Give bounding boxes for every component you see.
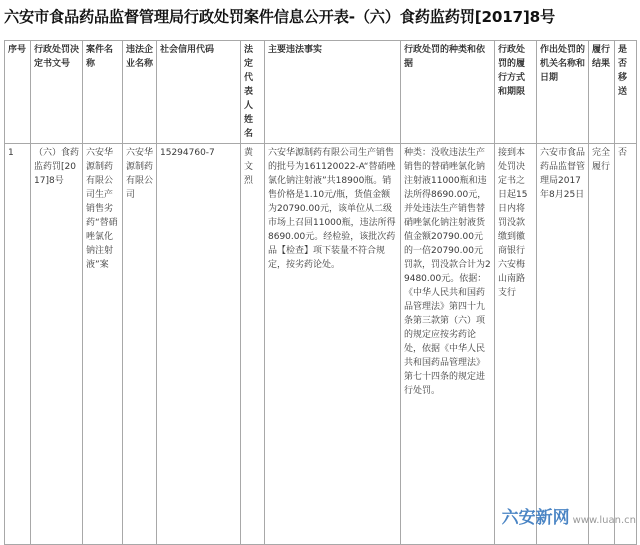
header-facts: 主要违法事实 (265, 41, 401, 144)
header-authority: 作出处罚的机关名称和日期 (537, 41, 589, 144)
cell-facts: 六安华源制药有限公司生产销售的批号为161120022-A“替硝唑氯化钠注射液”共18900瓶。销售价格是1.10元/瓶，货值金额为20790.00元，该单位从二级市场上召回11000瓶，违法所得8690.00元。经检验，该批次药品【检查】项下装量不符合规定，按劣药论处。 (265, 144, 401, 545)
cell-credit-code: 15294760-7 (157, 144, 241, 545)
watermark-site: www.luan.cn (572, 515, 636, 526)
cell-penalty: 种类：没收违法生产销售的替硝唑氯化钠注射液11000瓶和违法所得8690.00元，并处违法生产销售替硝唑氯化钠注射液货值金额20790.00元的一倍20790.00元罚款，罚没款合计为29480.00元。依据：《中华人民共和国药品管理法》第四十九条第三款第（六）项的规定应按劣药论处，依据《中华人民共和国药品管理法》第七十四条的规定进行处罚。 (401, 144, 495, 545)
cell-legal-rep: 黄文烈 (241, 144, 265, 545)
watermark-logo (502, 503, 636, 528)
page-title: 六安市食品药品监督管理局行政处罚案件信息公开表-（六）食药监药罚[2017]8号 (4, 8, 556, 26)
header-legal-rep: 法定代表人姓名 (241, 41, 265, 144)
penalty-table (4, 40, 637, 545)
table-row (5, 144, 637, 545)
header-decision-no: 行政处罚决定书文号 (31, 41, 83, 144)
header-penalty: 行政处罚的种类和依据 (401, 41, 495, 144)
watermark-brand: 六安新网 (501, 508, 570, 528)
header-credit-code: 社会信用代码 (157, 41, 241, 144)
header-method: 行政处罚的履行方式和期限 (495, 41, 537, 144)
header-company: 违法企业名称 (123, 41, 157, 144)
cell-authority: 六安市食品药品监督管理局2017年8月25日 (537, 144, 589, 545)
header-transfer: 是否移送 (615, 41, 637, 144)
header-case-name: 案件名称 (83, 41, 123, 144)
cell-result: 完全履行 (589, 144, 615, 545)
cell-company: 六安华源制药有限公司 (123, 144, 157, 545)
header-result: 履行结果 (589, 41, 615, 144)
cell-seq: 1 (5, 144, 31, 545)
cell-method: 接到本处罚决定书之日起15日内将罚没款缴到徽商银行六安梅山南路支行 (495, 144, 537, 545)
header-seq: 序号 (5, 41, 31, 144)
cell-transfer: 否 (615, 144, 637, 545)
cell-case-name: 六安华源制药有限公司生产销售劣药“替硝唑氯化钠注射液”案 (83, 144, 123, 545)
cell-decision-no: （六）食药监药罚[2017]8号 (31, 144, 83, 545)
table-header-row (5, 41, 637, 144)
